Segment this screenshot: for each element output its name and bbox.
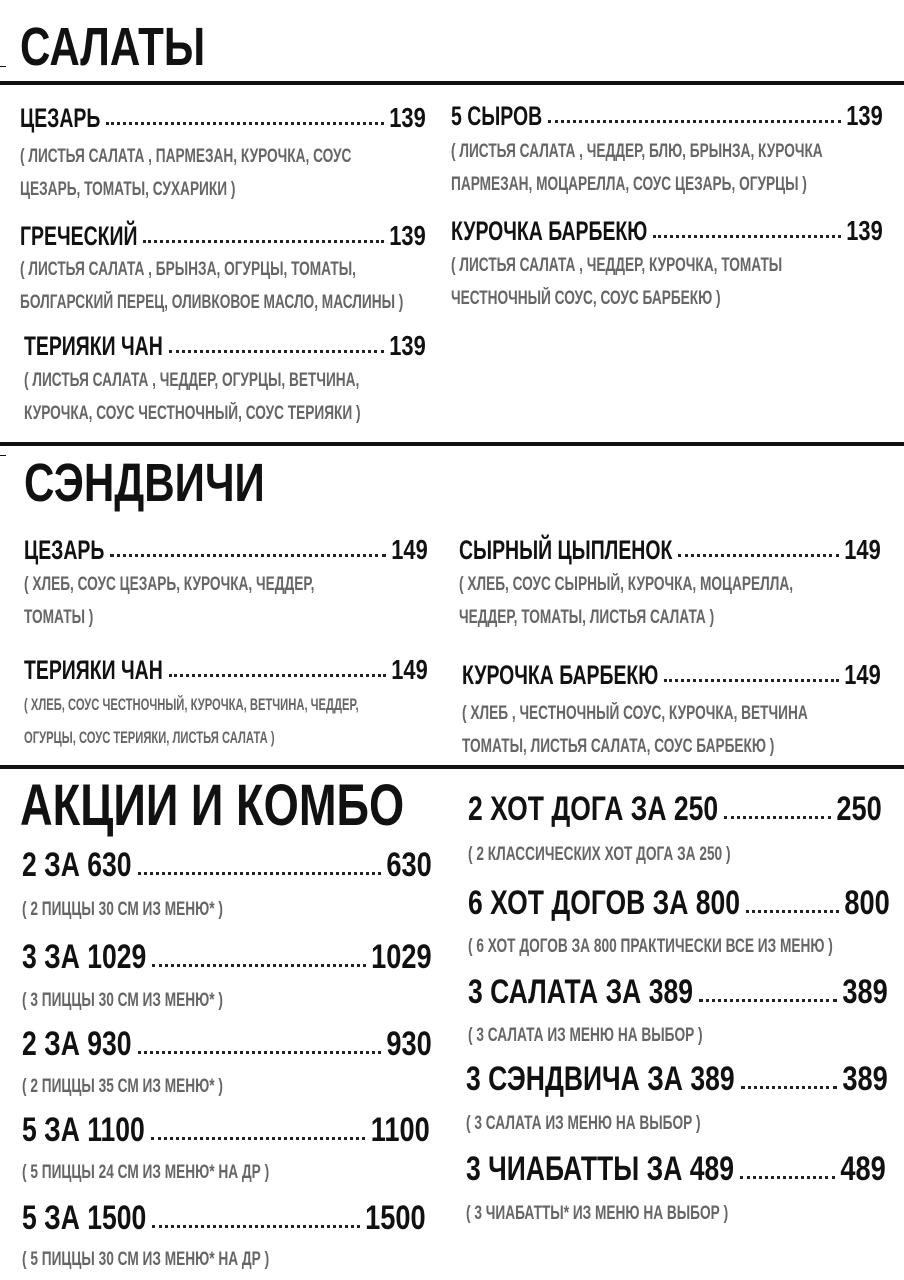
menu-item-sandwich-cheese-chicken xyxy=(459,530,881,564)
item-description: ( 5 ПИЦЦЫ 30 СМ ИЗ МЕНЮ* НА ДР ) xyxy=(22,1249,270,1270)
menu-item-sandwich-caesar xyxy=(24,530,428,564)
menu-item-sandwich-bbq-chicken xyxy=(462,655,881,689)
item-name: ТЕРИЯКИ ЧАН xyxy=(24,655,163,685)
leader-dots xyxy=(143,240,383,243)
item-description: ( ЛИСТЬЯ САЛАТА , ПАРМЕЗАН, КУРОЧКА, СОУС ЦЕЗАРЬ, ТОМАТЫ, СУХАРИКИ ) xyxy=(20,146,352,200)
menu-item-salad-caesar xyxy=(20,98,426,132)
leader-dots xyxy=(664,679,838,682)
item-price: 149 xyxy=(844,659,881,690)
item-price: 139 xyxy=(389,102,426,133)
item-description: ( 3 ЧИАБАТТЫ* ИЗ МЕНЮ НА ВЫБОР ) xyxy=(466,1203,729,1224)
item-description: ( 2 ПИЦЦЫ 30 СМ ИЗ МЕНЮ* ) xyxy=(22,899,223,920)
item-name: СЫРНЫЙ ЦЫПЛЕНОК xyxy=(459,535,673,565)
item-description: ( ХЛЕБ , ЧЕСТНОЧНЫЙ СОУС, КУРОЧКА, ВЕТЧИНА ТОМАТЫ, ЛИСТЬЯ САЛАТА, СОУС БАРБЕКЮ ) xyxy=(462,703,808,757)
item-price: 139 xyxy=(846,215,883,246)
item-description: ( ХЛЕБ, СОУС СЫРНЫЙ, КУРОЧКА, МОЦАРЕЛЛА, ЧЕДДЕР, ТОМАТЫ, ЛИСТЬЯ САЛАТА ) xyxy=(459,574,794,628)
item-name: КУРОЧКА БАРБЕКЮ xyxy=(462,660,659,690)
item-description: ( 2 КЛАССИЧЕСКИХ ХОТ ДОГА ЗА 250 ) xyxy=(468,844,731,865)
combos-title: АКЦИИ И КОМБО xyxy=(20,773,405,838)
salads-title: САЛАТЫ xyxy=(20,17,206,77)
item-price: 139 xyxy=(389,330,426,361)
item-description: ( ХЛЕБ, СОУС ЦЕЗАРЬ, КУРОЧКА, ЧЕДДЕР, ТОМАТЫ ) xyxy=(24,574,315,628)
item-name: ЦЕЗАРЬ xyxy=(20,103,101,133)
menu-item-salad-teriyaki xyxy=(24,326,426,360)
menu-item-combo: 5 ЗА 1100 1100 xyxy=(22,1111,430,1149)
item-price: 139 xyxy=(846,100,883,131)
item-description: ( ЛИСТЬЯ САЛАТА , ЧЕДДЕР, КУРОЧКА, ТОМАТЫ ЧЕСТНОЧНЫЙ СОУС, СОУС БАРБЕКЮ ) xyxy=(451,255,783,309)
section-divider-top xyxy=(0,81,904,85)
leader-dots xyxy=(653,235,840,238)
item-description: ( 5 ПИЦЦЫ 24 СМ ИЗ МЕНЮ* НА ДР ) xyxy=(22,1162,270,1183)
menu-item-salad-greek xyxy=(20,216,426,250)
item-description: ( 3 САЛАТА ИЗ МЕНЮ НА ВЫБОР ) xyxy=(468,1025,703,1046)
item-price: 149 xyxy=(391,654,428,685)
section-divider-middle xyxy=(0,442,904,446)
item-description: ( ХЛЕБ, СОУС ЧЕСТНОЧНЫЙ, КУРОЧКА, ВЕТЧИНА, ЧЕДДЕР, ОГУРЦЫ, СОУС ТЕРИЯКИ, ЛИСТЬЯ САЛАТА ) xyxy=(24,695,359,747)
leader-dots xyxy=(110,554,385,557)
leader-dots xyxy=(106,122,383,125)
menu-item-combo: 3 ЗА 1029 1029 xyxy=(22,938,432,976)
item-name: ЦЕЗАРЬ xyxy=(24,535,105,565)
item-description: ( 6 ХОТ ДОГОВ ЗА 800 ПРАКТИЧЕСКИ ВСЕ ИЗ МЕНЮ ) xyxy=(468,936,833,957)
item-name: КУРОЧКА БАРБЕКЮ xyxy=(451,216,648,246)
item-description: ( 2 ПИЦЦЫ 35 СМ ИЗ МЕНЮ* ) xyxy=(22,1076,223,1097)
item-name: 5 СЫРОВ xyxy=(451,101,543,131)
item-price: 139 xyxy=(389,220,426,251)
menu-item-combo: 2 ЗА 630 630 xyxy=(22,846,432,884)
corner-tick xyxy=(0,66,6,67)
item-description: ( 3 САЛАТА ИЗ МЕНЮ НА ВЫБОР ) xyxy=(466,1113,701,1134)
item-description: ( ЛИСТЬЯ САЛАТА , ЧЕДДЕР, БЛЮ, БРЫНЗА, КУРОЧКА ПАРМЕЗАН, МОЦАРЕЛЛА, СОУС ЦЕЗАРЬ, ОГУРЦЫ ) xyxy=(451,141,823,195)
leader-dots xyxy=(169,674,386,677)
leader-dots xyxy=(169,350,384,353)
menu-item-sandwich-teriyaki xyxy=(24,650,428,684)
menu-item-salad-five-cheese xyxy=(451,96,883,130)
item-price: 149 xyxy=(844,534,881,565)
leader-dots xyxy=(548,120,841,123)
menu-item-combo: 3 СЭНДВИЧА ЗА 389 389 xyxy=(466,1060,888,1098)
menu-item-combo: 3 САЛАТА ЗА 389 389 xyxy=(468,973,888,1011)
menu-item-combo: 2 ХОТ ДОГА ЗА 250 250 xyxy=(468,790,882,828)
sandwiches-title: СЭНДВИЧИ xyxy=(24,453,265,513)
menu-item-combo: 2 ЗА 930 930 xyxy=(22,1025,432,1063)
menu-item-salad-bbq-chicken xyxy=(451,211,883,245)
corner-tick xyxy=(0,455,6,456)
item-description: ( ЛИСТЬЯ САЛАТА , ЧЕДДЕР, ОГУРЦЫ, ВЕТЧИНА, КУРОЧКА, СОУС ЧЕСТНОЧНЫЙ, СОУС ТЕРИЯКИ ) xyxy=(24,370,361,424)
item-price: 149 xyxy=(391,534,428,565)
section-divider-bottom xyxy=(0,765,904,769)
menu-item-combo: 3 ЧИАБАТТЫ ЗА 489 489 xyxy=(466,1150,886,1188)
menu-item-combo: 5 ЗА 1500 1500 xyxy=(22,1199,426,1237)
item-description: ( ЛИСТЬЯ САЛАТА , БРЫНЗА, ОГУРЦЫ, ТОМАТЫ, БОЛГАРСКИЙ ПЕРЕЦ, ОЛИВКОВОЕ МАСЛО, МАСЛИНЫ ) xyxy=(20,259,404,313)
item-name: ГРЕЧЕСКИЙ xyxy=(20,221,138,251)
item-description: ( 3 ПИЦЦЫ 30 СМ ИЗ МЕНЮ* ) xyxy=(22,990,223,1011)
menu-item-combo: 6 ХОТ ДОГОВ ЗА 800 800 xyxy=(468,884,890,922)
item-name: ТЕРИЯКИ ЧАН xyxy=(24,331,163,361)
leader-dots xyxy=(678,554,838,557)
